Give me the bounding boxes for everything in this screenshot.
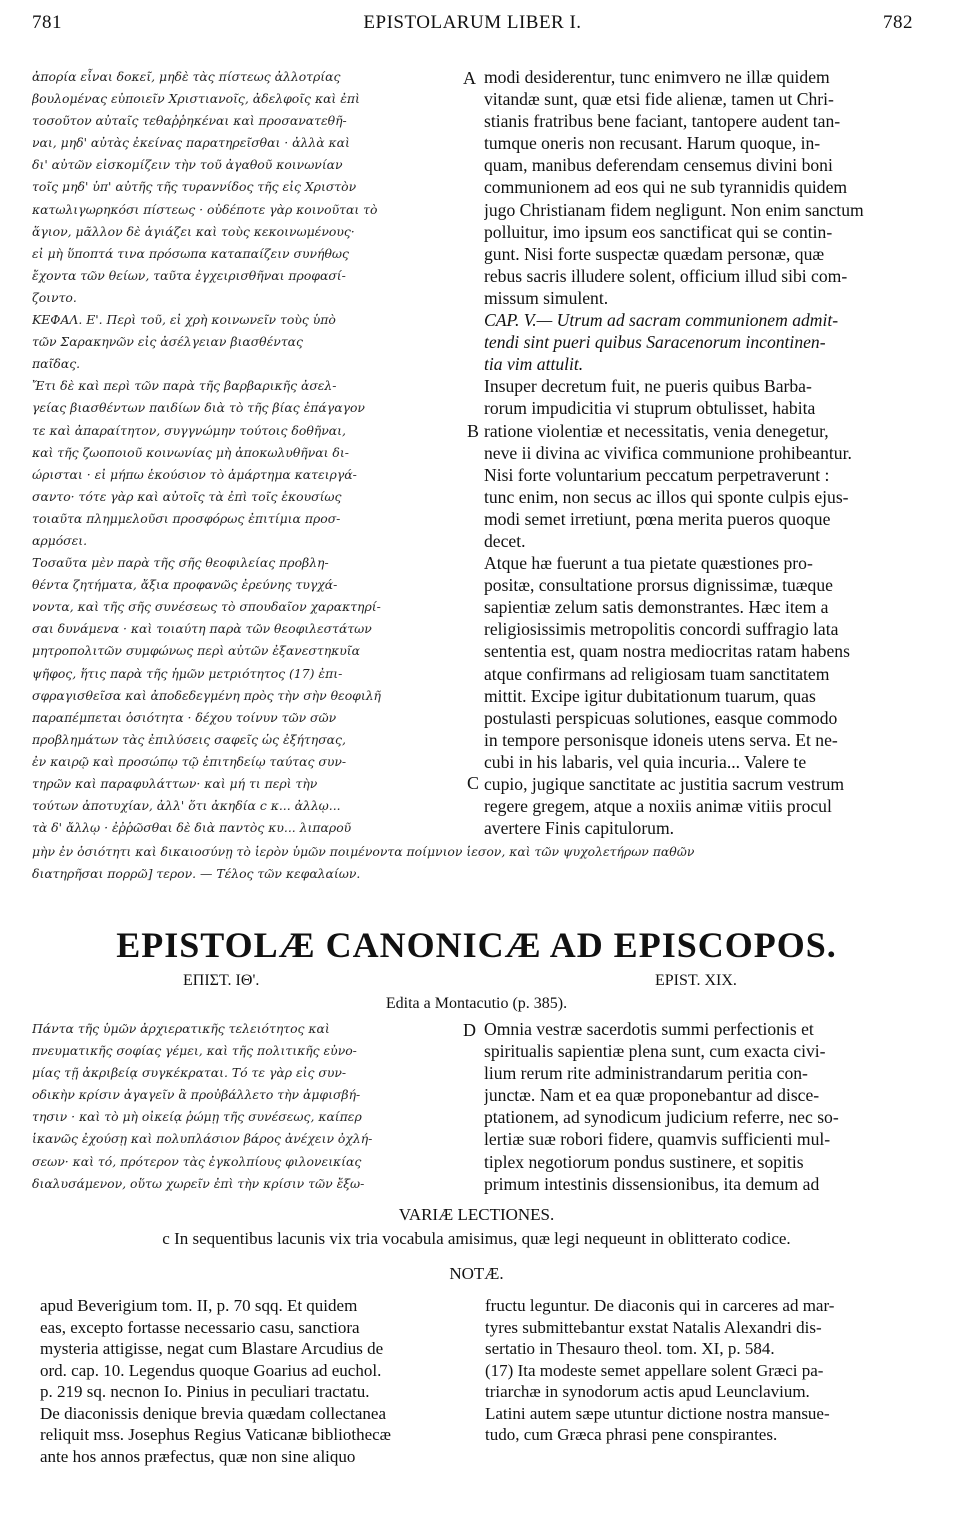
greek-text-line: τοσοῦτον αὐταῖς τεθαῤῥηκέναι καὶ προσανατεθῆ-: [32, 113, 347, 129]
note-text-line: tyres submittebantur exstat Natalis Alexandri dis-: [485, 1317, 822, 1337]
latin-text-line: cupio, jugique sanctitate ac justitia sacrum vestrum: [484, 774, 845, 794]
latin-text-line: vitandæ sunt, quæ etsi fide alienæ, tamen ut Chri-: [484, 89, 834, 110]
latin-text-line: Insuper decretum fuit, ne pueris quibus Barba-: [484, 376, 812, 397]
note-text-line: De diaconissis denique brevia quædam collectanea: [40, 1403, 387, 1423]
greek-text-line: ψῆφος, ἥτις παρὰ τῆς ἡμῶν μετριότητος (17) ἐπι-: [32, 665, 343, 681]
latin-text-line: modi desiderentur, tunc enimvero ne illæ quidem: [484, 67, 830, 87]
greek-text-line: ἀπορία εἶναι δοκεῖ, μηδὲ τὰς πίστεως ἀλλοτρίας: [32, 69, 341, 84]
notes-left-column: [40, 1295, 460, 1467]
latin-text-line: sapientiæ zelum satis demonstrantes. Hæc item a: [484, 597, 829, 618]
note-text-line: ante hos annos præfectus, quæ non sine aliquo: [40, 1446, 356, 1466]
latin-text-line: decet.: [484, 530, 526, 551]
greek-text-line: μίας τῇ ἀκριβείᾳ συγκέκραται. Τό τε γὰρ εἰς συν-: [32, 1065, 347, 1081]
latin-text-line: neve ii divina ac vivifica communione prohibeantur.: [484, 442, 852, 463]
latin-text-line: regere gregem, atque a noxiis animæ vitiis procul: [484, 796, 832, 817]
greek-text-line: ζοιντο.: [32, 289, 77, 305]
variae-lectiones-text: c In sequentibus lacunis vix tria vocabula amisimus, quæ legi nequeunt in oblitterato codice.: [162, 1229, 791, 1248]
greek-text-line: πνευματικῆς σοφίας γέμει, καὶ τῆς πολιτικῆς εὐνο-: [32, 1043, 357, 1059]
left-page-number: 781: [32, 12, 62, 33]
greek-text-line: σεων· καὶ τό, πρότερον τὰς ἐγκολπίους φιλονεικίας: [32, 1153, 362, 1169]
note-text-line: eas, excepto fortasse necessario casu, sanctiora: [40, 1317, 360, 1337]
greek-text-line: Πάντα τῆς ὑμῶν ἀρχιερατικῆς τελειότητος καὶ: [32, 1021, 330, 1036]
latin-column-bottom: [484, 1018, 924, 1195]
note-text-line: fructu leguntur. De diaconis qui in carceres ad mar-: [485, 1296, 835, 1315]
greek-text-line: ἅγιον, μᾶλλον δὲ ἁγιάζει καὶ τοὺς κεκοινωμένους·: [32, 223, 355, 239]
margin-letter-d: D: [463, 1020, 476, 1040]
greek-text-line: διαλυσάμενον, οὕτω χωρεῖν ἐπὶ τὴν κρίσιν τῶν ἔξω-: [32, 1175, 365, 1191]
greek-text-line: κατωλιγωρηκόσι πίστεως · οὐδέποτε γὰρ κοινοῦται τὸ: [32, 201, 378, 217]
greek-text-line: ἐν καιρῷ καὶ προσώπῳ τῷ ἐπιτηδείῳ ταύτας συν-: [32, 753, 347, 769]
margin-letter-c: C: [467, 773, 480, 793]
latin-text-line: tiplex negotiorum pondus sustinere, et sopitis: [484, 1151, 804, 1172]
latin-text-line: postulasti perspicuas solutiones, easque commodo: [484, 707, 838, 728]
note-text-line: ord. cap. 10. Legendus quoque Goarius ad euchol.: [40, 1360, 382, 1380]
latin-text-line: positæ, consultatione prorsus dignissimæ, tuæque: [484, 575, 833, 596]
epistle-number-greek: ΕΠΙΣΤ. ΙΘ'.: [183, 972, 260, 989]
latin-text-line: jugo Christianam fidem negligunt. Non enim sanctum: [484, 199, 864, 220]
latin-text-line: avertere Finis capitulorum.: [484, 818, 675, 839]
latin-text-line: religiosissimis metropolitis concordi suffragio lata: [484, 619, 839, 640]
latin-text-line: lertiæ suæ robori fidere, quamvis sufficienti mul-: [484, 1129, 831, 1150]
notes-right-column: [485, 1295, 925, 1446]
greek-text-line: καὶ τῆς ζωοποιοῦ κοινωνίας μὴ ἀποκωλυθῆναι δι-: [32, 444, 349, 460]
latin-text-line: ptationem, ad synodicum judicium referre, nec so-: [484, 1107, 839, 1128]
greek-text-line: τοιαῦτα πλημμελοῦσι προσφόρως ἐπιτίμια προσ-: [32, 510, 341, 526]
greek-text-line: ώρισται · εἰ μήπω ἑκούσιον τὸ ἁμάρτημα κατειργά-: [32, 466, 357, 482]
latin-text-line: mittit. Excipe igitur dubitationum tuarum, quas: [484, 685, 816, 706]
note-text-line: mysteria attigisse, negat cum Blastare Arcudius de: [40, 1339, 384, 1358]
greek-text-line: αρμόσει.: [32, 532, 88, 548]
greek-text-line: τε καὶ ἀπαραίτητον, συγγνώμην τούτοις δοθῆναι,: [32, 422, 346, 438]
latin-text-line: rebus sacris illudere solent, officium illud sibi com-: [484, 265, 848, 286]
latin-text-line: primum intestinis dissensionibus, ita demum ad: [484, 1173, 820, 1194]
note-text-line: reliquit mss. Josephus Regius Vaticanæ bibliothecæ: [40, 1425, 391, 1444]
note-text-line: (17) Ita modeste semet appellare solent Græci pa-: [485, 1360, 824, 1380]
note-text-line: Latini autem sæpe utuntur dictione nostra mansue-: [485, 1403, 830, 1423]
latin-text-line: sententia est, quam nostra mediocritas ratam habens: [484, 641, 850, 662]
greek-text-line: σφραγισθεῖσα καὶ ἀποδεδεγμένη πρὸς τὴν σὴν θεοφιλῆ: [32, 687, 381, 703]
greek-text-line: προβλημάτων τὰς ἐπιλύσεις σαφεῖς ὡς ἐξήτησας,: [32, 731, 346, 747]
greek-text-line: διατηρῆσαι πορρῶ] τερον. — Τέλος τῶν κεφαλαίων.: [32, 866, 361, 881]
latin-text-line: missum simulent.: [484, 287, 609, 308]
latin-text-line: rorum impudicitia vi stuprum obtulisset, habita: [484, 398, 816, 419]
greek-text-line: γείας βιασθέντων παιδίων διὰ τὸ τῆς βίας ἐπάγαγον: [32, 400, 365, 416]
latin-text-line: stianis fratribus bene faciant, tantopere audent tan-: [484, 111, 841, 132]
greek-text-line: παραπέμπεται ὁσιότητα · δέχου τοίνυν τῶν σῶν: [32, 709, 337, 725]
latin-text-line: lium rerum rite administrandarum peritia con-: [484, 1063, 808, 1084]
greek-text-line: μητροπολιτῶν συμφώνως περὶ αὐτῶν ἐξανεστηκυῖα: [32, 643, 361, 659]
greek-text-line: τὰ δ' ἄλλῳ · ἐῤῥῶσθαι δὲ διὰ παντὸς κυ... λιπαροῦ: [32, 820, 352, 836]
greek-text-line: νοντα, καὶ τῆς σῆς συνέσεως τὸ σπουδαῖον χαρακτηρί-: [32, 599, 381, 615]
note-text-line: triarchæ in synodorum actis apud Leunclavium.: [485, 1382, 810, 1401]
running-header: [32, 12, 913, 42]
greek-text-line: Τοσαῦτα μὲν παρὰ τῆς σῆς θεοφιλείας προβλη-: [32, 555, 329, 571]
greek-text-line: Ἔτι δὲ καὶ περὶ τῶν παρὰ τῆς βαρβαρικῆς ἀσελ-: [32, 378, 337, 394]
latin-text-line: modi semet irretiunt, pœna merita pueros quoque: [484, 508, 831, 529]
running-title: EPISTOLARUM LIBER I.: [363, 12, 582, 33]
epistle-number-latin: EPIST. XIX.: [655, 972, 737, 989]
latin-text-line: tendi sint pueri quibus Saracenorum incontinen-: [484, 332, 826, 353]
latin-text-line: Nisi forte voluntarium peccatum perpetraverunt :: [484, 464, 830, 485]
latin-text-line: junctæ. Nam et ea quæ proponebantur ad disce-: [484, 1085, 820, 1106]
greek-text-line: ΚΕΦΑΛ. Ε'. Περὶ τοῦ, εἰ χρὴ κοινωνεῖν τοὺς ὑπὸ: [32, 312, 336, 328]
note-text-line: apud Beverigium tom. II, p. 70 sqq. Et quidem: [40, 1296, 358, 1315]
variae-lectiones-heading: VARIÆ LECTIONES.: [398, 1205, 555, 1224]
latin-text-line: tunc enim, non secus ac illos qui sponte culpis ejus-: [484, 486, 849, 507]
greek-text-line: δι' αὐτῶν εἰσκομίζειν τὴν τοῦ ἀγαθοῦ κοινωνίαν: [32, 157, 343, 173]
latin-text-line: ratione violentiæ et necessitatis, venia denegetur,: [484, 420, 829, 441]
latin-text-line: CAP. V.— Utrum ad sacram communionem admit-: [484, 310, 839, 331]
greek-text-line: σαι δυνάμενα · καὶ τοιαύτη παρὰ τῶν θεοφιλεστάτων: [32, 621, 372, 637]
greek-text-line: παῖδας.: [32, 356, 81, 372]
greek-text-line: τῶν Σαρακηνῶν εἰς ἀσέλγειαν βιασθέντας: [32, 334, 303, 350]
latin-text-line: spiritualis sapientiæ plena sunt, cum exacta civi-: [484, 1041, 826, 1062]
greek-text-line: τηρῶν καὶ παραφυλάττων· καὶ μή τι περὶ τὴν: [32, 776, 318, 791]
greek-full-width-lines: [32, 841, 922, 885]
latin-text-line: communionem ad eos qui ne sub tyrannidis quidem: [484, 177, 848, 198]
note-text-line: tudo, cum Græca phrasi pene conspirantes.: [485, 1425, 778, 1444]
margin-letter-a: A: [463, 68, 476, 88]
greek-text-line: ἱκανῶς ἐχούσῃ καὶ πολυπλάσιον βάρος ἀνέχειν ὀχλή-: [32, 1131, 373, 1147]
greek-column-bottom: [32, 1018, 460, 1195]
latin-text-line: atque confirmans ad religiosam tuam sanctitatem: [484, 663, 830, 684]
greek-column-top: [32, 66, 460, 839]
greek-text-line: ἔχοντα τῶν θείων, ταῦτα ἐγχειρισθῆναι προφασί-: [32, 267, 346, 283]
latin-text-line: cubi in his labaris, vel quia incuria... Valere te: [484, 751, 807, 772]
greek-text-line: μὴν ἐν ὁσιότητι καὶ δικαιοσύνῃ τὸ ἱερὸν ὑμῶν ποιμένοντα ποίμνιον ἱεσον, καὶ τῶν ψυχολετήρων παθῶν: [32, 844, 695, 859]
edition-note: Edita a Montacutio (p. 385).: [385, 995, 568, 1012]
note-text-line: p. 219 sq. necnon Io. Pinius in peculiari tractatu.: [40, 1382, 370, 1401]
greek-text-line: εἰ μὴ ὕποπτά τινα πρόσωπα καταπαίζειν συνήθως: [32, 245, 349, 261]
latin-text-line: gunt. Nisi forte suspectæ quædam personæ, quæ: [484, 243, 825, 264]
latin-text-line: Atque hæ fuerunt a tua pietate quæstiones pro-: [484, 553, 813, 574]
greek-text-line: οδικὴν κρίσιν ἀγαγεῖν ἃ προὐβάλλετο τὴν ἀμφισβή-: [32, 1087, 361, 1103]
latin-text-line: quam, manibus deferendam censemus divini boni: [484, 155, 833, 176]
greek-text-line: τούτων ἀποτυχίαν, ἀλλ' ὅτι ἀκηδία c κ... ἀλλῳ...: [32, 798, 341, 814]
greek-text-line: θέντα ζητήματα, ἄξια προφανῶς ἐρεύνης τυγχά-: [32, 577, 338, 593]
latin-text-line: polluitur, imo ipsum eos sanctificat qui se contin-: [484, 221, 833, 242]
greek-text-line: ναι, μηδ' αὐτὰς ἐκείνας παρατηρεῖσθαι · ἀλλὰ καὶ: [32, 135, 350, 151]
latin-text-line: tumque oneris non recusant. Harum quoque, in-: [484, 133, 821, 154]
note-text-line: sertatio in Thesauro theol. tom. XI, p. 584.: [485, 1339, 775, 1358]
notae-heading: NOTÆ.: [449, 1264, 504, 1283]
latin-column-top: [484, 66, 924, 839]
section-title: EPISTOLÆ CANONICÆ AD EPISCOPOS.: [116, 925, 837, 965]
greek-text-line: σαντο· τότε γὰρ καὶ αὐτοῖς τὰ ἐπὶ τοῖς ἑκουσίως: [32, 488, 342, 504]
latin-text-line: Omnia vestræ sacerdotis summi perfectionis et: [484, 1019, 814, 1039]
margin-letter-b: B: [467, 421, 480, 441]
greek-text-line: τοῖς μηδ' ὑπ' αὐτῆς τῆς τυραννίδος τῆς εἰς Χριστὸν: [32, 179, 357, 195]
greek-text-line: βουλομένας εὐποιεῖν Χριστιανοῖς, ἀδελφοῖς καὶ ἐπὶ: [32, 91, 360, 107]
latin-text-line: tia vim attulit.: [484, 354, 584, 375]
right-page-number: 782: [883, 12, 913, 33]
latin-text-line: in tempore personisque idoneis utens serva. Et ne-: [484, 729, 838, 750]
greek-text-line: τησιν · καὶ τὸ μὴ οἰκείᾳ ῥώμῃ τῆς συνέσεως, καίπερ: [32, 1109, 362, 1125]
